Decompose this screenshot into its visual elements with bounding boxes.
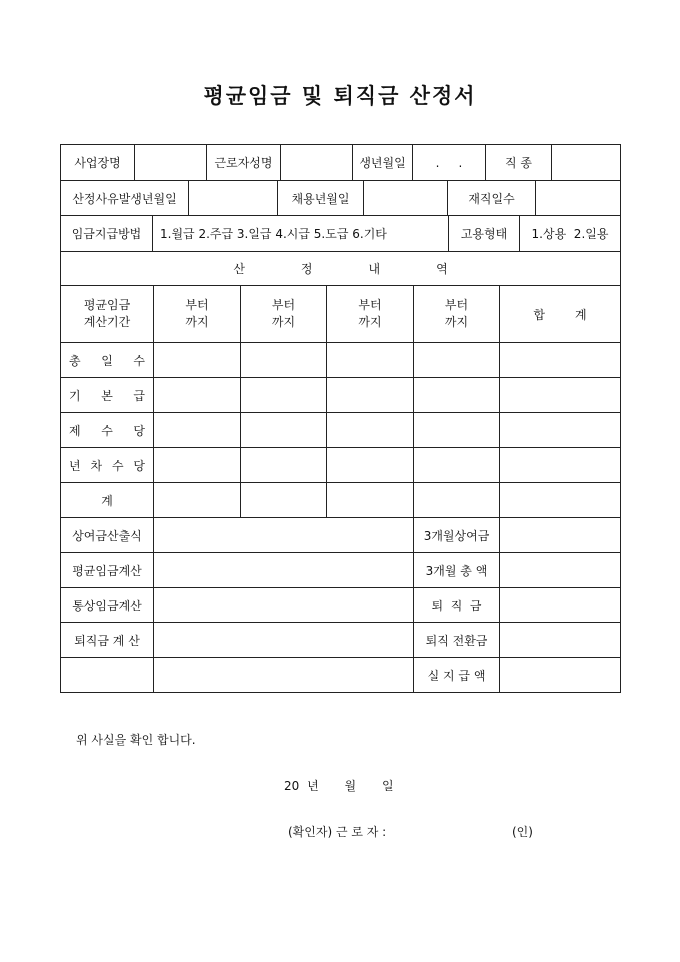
cell[interactable]: [153, 483, 240, 517]
label-calc-period-line2: 계산기간: [83, 315, 131, 329]
section-title: [61, 252, 620, 285]
label-ordinary-wage-calc: 통상임금계산: [72, 598, 142, 613]
wage-row-base-pay: [61, 377, 620, 412]
label-char: 수: [133, 353, 145, 368]
date-year-label: 년: [307, 779, 319, 793]
wage-row-allowances: [61, 412, 620, 447]
cell[interactable]: [240, 378, 326, 412]
cell[interactable]: [326, 378, 413, 412]
label-char: 수: [111, 458, 124, 473]
worker-name-field[interactable]: [280, 145, 352, 180]
section-title-char: 내: [368, 262, 381, 276]
header-row-2: [61, 180, 620, 215]
label-total-days: [61, 343, 153, 377]
cell[interactable]: [240, 343, 326, 377]
cell[interactable]: [499, 378, 620, 412]
cell[interactable]: [153, 378, 240, 412]
calc-row-ordinary-wage: [61, 587, 620, 622]
date-month-label: 월: [344, 779, 357, 793]
header-row-1: [61, 145, 620, 180]
date-day-label: 일: [381, 779, 394, 793]
label-job-type: 직 종: [485, 145, 551, 180]
cell[interactable]: [240, 483, 326, 517]
label-char: 수: [101, 423, 113, 438]
label-char: 급: [133, 388, 145, 403]
label-bonus-formula: 상여금산출식: [72, 528, 142, 543]
label-severance-calc: 퇴직금 계 산: [74, 633, 140, 648]
label-char: 년: [69, 458, 81, 473]
from-label: 부터: [271, 298, 296, 312]
cell[interactable]: [326, 483, 413, 517]
label-reason-date: 산정사유발생년월일: [72, 191, 177, 206]
net-payment-field[interactable]: [499, 658, 620, 692]
period-4-header: [413, 286, 499, 342]
calc-row-average-wage: [61, 552, 620, 587]
period-header-row: [61, 285, 620, 342]
hire-date-field[interactable]: [363, 181, 447, 215]
cell[interactable]: [326, 448, 413, 482]
label-hire-date: 채용년월일: [277, 181, 363, 215]
label-char: 기: [69, 388, 81, 403]
blank-field[interactable]: [153, 658, 413, 692]
calc-row-bonus: [61, 517, 620, 552]
label-business-name: 사업장명: [74, 156, 121, 170]
label-char: 차: [90, 458, 103, 473]
label-net-payment: 실 지 급 액: [413, 658, 499, 692]
confirmer-label: (확인자) 근 로 자 :: [288, 825, 387, 839]
header-row-3: [61, 215, 620, 251]
label-annual-leave: [61, 448, 153, 482]
label-char: 본: [101, 388, 113, 403]
cell[interactable]: [326, 343, 413, 377]
birth-date-field[interactable]: . .: [412, 145, 485, 180]
label-base-pay: [61, 378, 153, 412]
label-birth-date: 생년월일: [352, 145, 412, 180]
to-label: 까지: [358, 315, 382, 329]
cell[interactable]: [413, 413, 499, 447]
label-allowances: [61, 413, 153, 447]
label-sum: 계: [101, 493, 113, 508]
severance-pay-field[interactable]: [499, 588, 620, 622]
section-title-char: 산: [233, 262, 245, 276]
section-title-row: [61, 251, 620, 285]
section-title-char: 정: [300, 262, 313, 276]
label-3month-bonus: 3개월상여금: [413, 518, 499, 552]
wage-row-sum: [61, 482, 620, 517]
section-title-char: 역: [436, 262, 448, 276]
label-char: 총: [69, 353, 81, 368]
label-char: 제: [69, 423, 81, 438]
cell[interactable]: [413, 448, 499, 482]
date-year-prefix: 20: [284, 779, 300, 793]
label-calc-period: [61, 286, 153, 342]
cell[interactable]: [413, 378, 499, 412]
label-worker-name: 근로자성명: [206, 145, 280, 180]
cell[interactable]: [413, 343, 499, 377]
ordinary-wage-calc-field[interactable]: [153, 588, 413, 622]
seal-label: (인): [512, 825, 533, 839]
3month-bonus-field[interactable]: [499, 518, 620, 552]
average-wage-calc-field[interactable]: [153, 553, 413, 587]
calc-row-net-payment: [61, 657, 620, 692]
business-name-field[interactable]: [134, 145, 206, 180]
total-header-char: 계: [575, 307, 587, 322]
label-severance-pay: 퇴 직 금: [413, 588, 499, 622]
severance-conversion-field[interactable]: [499, 623, 620, 657]
cell[interactable]: [240, 448, 326, 482]
cell[interactable]: [413, 483, 499, 517]
from-label: 부터: [358, 298, 382, 312]
cell[interactable]: [499, 343, 620, 377]
to-label: 까지: [185, 315, 209, 329]
calc-row-severance-calc: [61, 622, 620, 657]
severance-form-table: [60, 144, 621, 693]
service-days-field[interactable]: [535, 181, 620, 215]
cell[interactable]: [499, 448, 620, 482]
total-header: [499, 286, 620, 342]
to-label: 까지: [444, 315, 469, 329]
cell[interactable]: [326, 413, 413, 447]
total-header-char: 합: [533, 307, 545, 322]
label-severance-conversion: 퇴직 전환금: [413, 623, 499, 657]
document-title: 평균임금 및 퇴직금 산정서: [203, 83, 477, 108]
cell[interactable]: [153, 448, 240, 482]
3month-total-field[interactable]: [499, 553, 620, 587]
label-employment-type: 고용형태: [448, 216, 519, 251]
confirm-statement: 위 사실을 확인 합니다.: [76, 733, 196, 747]
label-pay-method: 임금지급방법: [71, 227, 142, 241]
from-label: 부터: [444, 298, 469, 312]
cell[interactable]: [153, 343, 240, 377]
label-calc-period-line1: 평균임금: [83, 298, 131, 312]
period-2-header: [240, 286, 326, 342]
employment-type-options[interactable]: 1.상용 2.일용: [519, 216, 620, 251]
period-3-header: [326, 286, 413, 342]
label-char: 당: [133, 423, 145, 438]
date-line: [284, 777, 394, 794]
label-service-days: 재직일수: [447, 181, 535, 215]
job-type-field[interactable]: [551, 145, 620, 180]
label-3month-total: 3개월 총 액: [413, 553, 499, 587]
cell[interactable]: [240, 413, 326, 447]
cell[interactable]: [499, 413, 620, 447]
period-1-header: [153, 286, 240, 342]
bonus-formula-field[interactable]: [153, 518, 413, 552]
to-label: 까지: [271, 315, 296, 329]
label-average-wage-calc: 평균임금계산: [72, 563, 142, 578]
label-char: 일: [101, 353, 113, 368]
cell[interactable]: [153, 413, 240, 447]
severance-calc-field[interactable]: [153, 623, 413, 657]
label-char: 당: [133, 458, 145, 473]
from-label: 부터: [185, 298, 209, 312]
wage-row-total-days: [61, 342, 620, 377]
reason-date-field[interactable]: [188, 181, 277, 215]
cell[interactable]: [499, 483, 620, 517]
pay-method-options[interactable]: 1.월급 2.주급 3.일급 4.시급 5.도급 6.기타: [152, 216, 448, 251]
blank-label-cell: [61, 658, 153, 692]
wage-row-annual-leave: [61, 447, 620, 482]
